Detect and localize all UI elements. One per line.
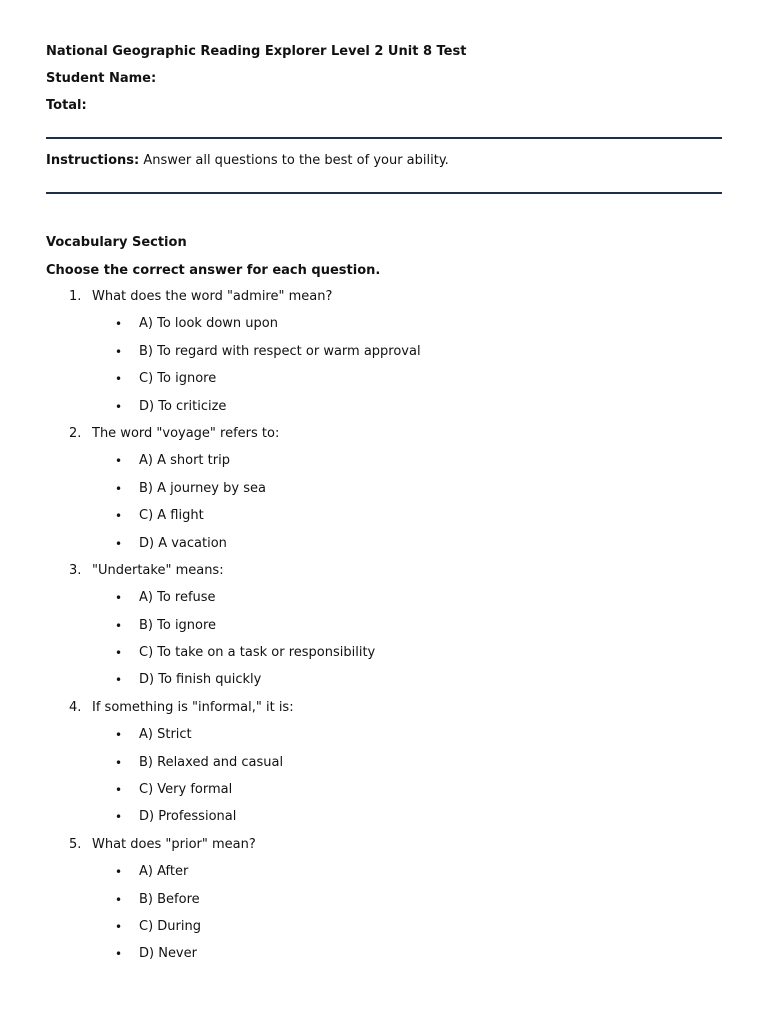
answer-option-text: C) To ignore bbox=[139, 371, 217, 387]
answer-option bbox=[46, 918, 722, 945]
answer-option-text: D) To finish quickly bbox=[139, 672, 262, 688]
bullet-icon: • bbox=[115, 618, 123, 633]
bullet-icon: • bbox=[115, 399, 123, 414]
question-item bbox=[46, 425, 722, 452]
section-title: Vocabulary Section bbox=[46, 235, 187, 250]
divider-top bbox=[46, 137, 722, 139]
bullet-icon: • bbox=[115, 865, 123, 880]
question-item bbox=[46, 836, 722, 863]
answer-option bbox=[46, 398, 722, 425]
answer-option bbox=[46, 617, 722, 644]
question-number: 2. bbox=[69, 425, 82, 441]
bullet-icon: • bbox=[115, 317, 123, 332]
section-subtitle: Choose the correct answer for each question. bbox=[46, 263, 381, 278]
answer-option-text: D) Never bbox=[139, 946, 197, 962]
bullet-icon: • bbox=[115, 536, 123, 551]
bullet-icon: • bbox=[115, 810, 123, 825]
answer-option-text: C) During bbox=[139, 918, 201, 934]
answer-option bbox=[46, 863, 722, 890]
question-text: The word "voyage" refers to: bbox=[92, 425, 280, 441]
answer-option bbox=[46, 452, 722, 479]
student-name-label: Student Name: bbox=[46, 71, 157, 86]
question-item bbox=[46, 288, 722, 315]
answer-option-text: C) A flight bbox=[139, 508, 204, 524]
answer-option bbox=[46, 945, 722, 972]
question-number: 4. bbox=[69, 699, 82, 715]
answer-option-text: B) To regard with respect or warm approval bbox=[139, 343, 421, 359]
answer-option bbox=[46, 891, 722, 918]
bullet-icon: • bbox=[115, 454, 123, 469]
answer-option bbox=[46, 781, 722, 808]
answer-option-text: B) Relaxed and casual bbox=[139, 754, 284, 770]
answer-option bbox=[46, 726, 722, 753]
answer-option bbox=[46, 808, 722, 835]
answer-option-text: B) Before bbox=[139, 891, 200, 907]
question-number: 5. bbox=[69, 836, 82, 852]
bullet-icon: • bbox=[115, 591, 123, 606]
bullet-icon: • bbox=[115, 919, 123, 934]
answer-option-text: B) To ignore bbox=[139, 617, 217, 633]
answer-option bbox=[46, 480, 722, 507]
question-text: What does the word "admire" mean? bbox=[92, 289, 333, 304]
instructions-text: Answer all questions to the best of your ability. bbox=[139, 153, 449, 168]
answer-option-text: A) After bbox=[139, 864, 189, 880]
answer-option-text: D) To criticize bbox=[139, 398, 227, 414]
instructions-label: Instructions: bbox=[46, 153, 140, 168]
divider-bottom bbox=[46, 192, 722, 194]
answer-option-text: B) A journey by sea bbox=[139, 480, 266, 496]
answer-option bbox=[46, 754, 722, 781]
document-title: National Geographic Reading Explorer Level 2 Unit 8 Test bbox=[46, 44, 467, 59]
answer-option-text: A) A short trip bbox=[139, 453, 230, 469]
answer-option-text: D) A vacation bbox=[139, 535, 227, 551]
answer-option bbox=[46, 370, 722, 397]
question-text: "Undertake" means: bbox=[92, 562, 224, 578]
answer-option-text: C) To take on a task or responsibility bbox=[139, 645, 376, 661]
instructions bbox=[46, 152, 449, 170]
bullet-icon: • bbox=[115, 481, 123, 496]
answer-option bbox=[46, 671, 722, 698]
answer-option-text: C) Very formal bbox=[139, 782, 233, 798]
answer-option bbox=[46, 315, 722, 342]
question-number: 1. bbox=[69, 289, 82, 304]
bullet-icon: • bbox=[115, 783, 123, 798]
bullet-icon: • bbox=[115, 646, 123, 661]
question-list bbox=[46, 288, 722, 973]
answer-option bbox=[46, 589, 722, 616]
bullet-icon: • bbox=[115, 344, 123, 359]
answer-option bbox=[46, 644, 722, 671]
bullet-icon: • bbox=[115, 673, 123, 688]
question-text: What does "prior" mean? bbox=[92, 836, 256, 852]
answer-option bbox=[46, 343, 722, 370]
answer-option-text: D) Professional bbox=[139, 809, 237, 825]
question-item bbox=[46, 562, 722, 589]
question-item bbox=[46, 699, 722, 726]
bullet-icon: • bbox=[115, 509, 123, 524]
question-number: 3. bbox=[69, 562, 82, 578]
answer-option bbox=[46, 535, 722, 562]
bullet-icon: • bbox=[115, 755, 123, 770]
answer-option-text: A) To refuse bbox=[139, 590, 216, 606]
bullet-icon: • bbox=[115, 947, 123, 962]
bullet-icon: • bbox=[115, 892, 123, 907]
bullet-icon: • bbox=[115, 372, 123, 387]
answer-option-text: A) To look down upon bbox=[139, 316, 278, 332]
answer-option bbox=[46, 507, 722, 534]
question-text: If something is "informal," it is: bbox=[92, 699, 294, 715]
bullet-icon: • bbox=[115, 728, 123, 743]
total-label: Total: bbox=[46, 98, 87, 113]
answer-option-text: A) Strict bbox=[139, 727, 192, 743]
